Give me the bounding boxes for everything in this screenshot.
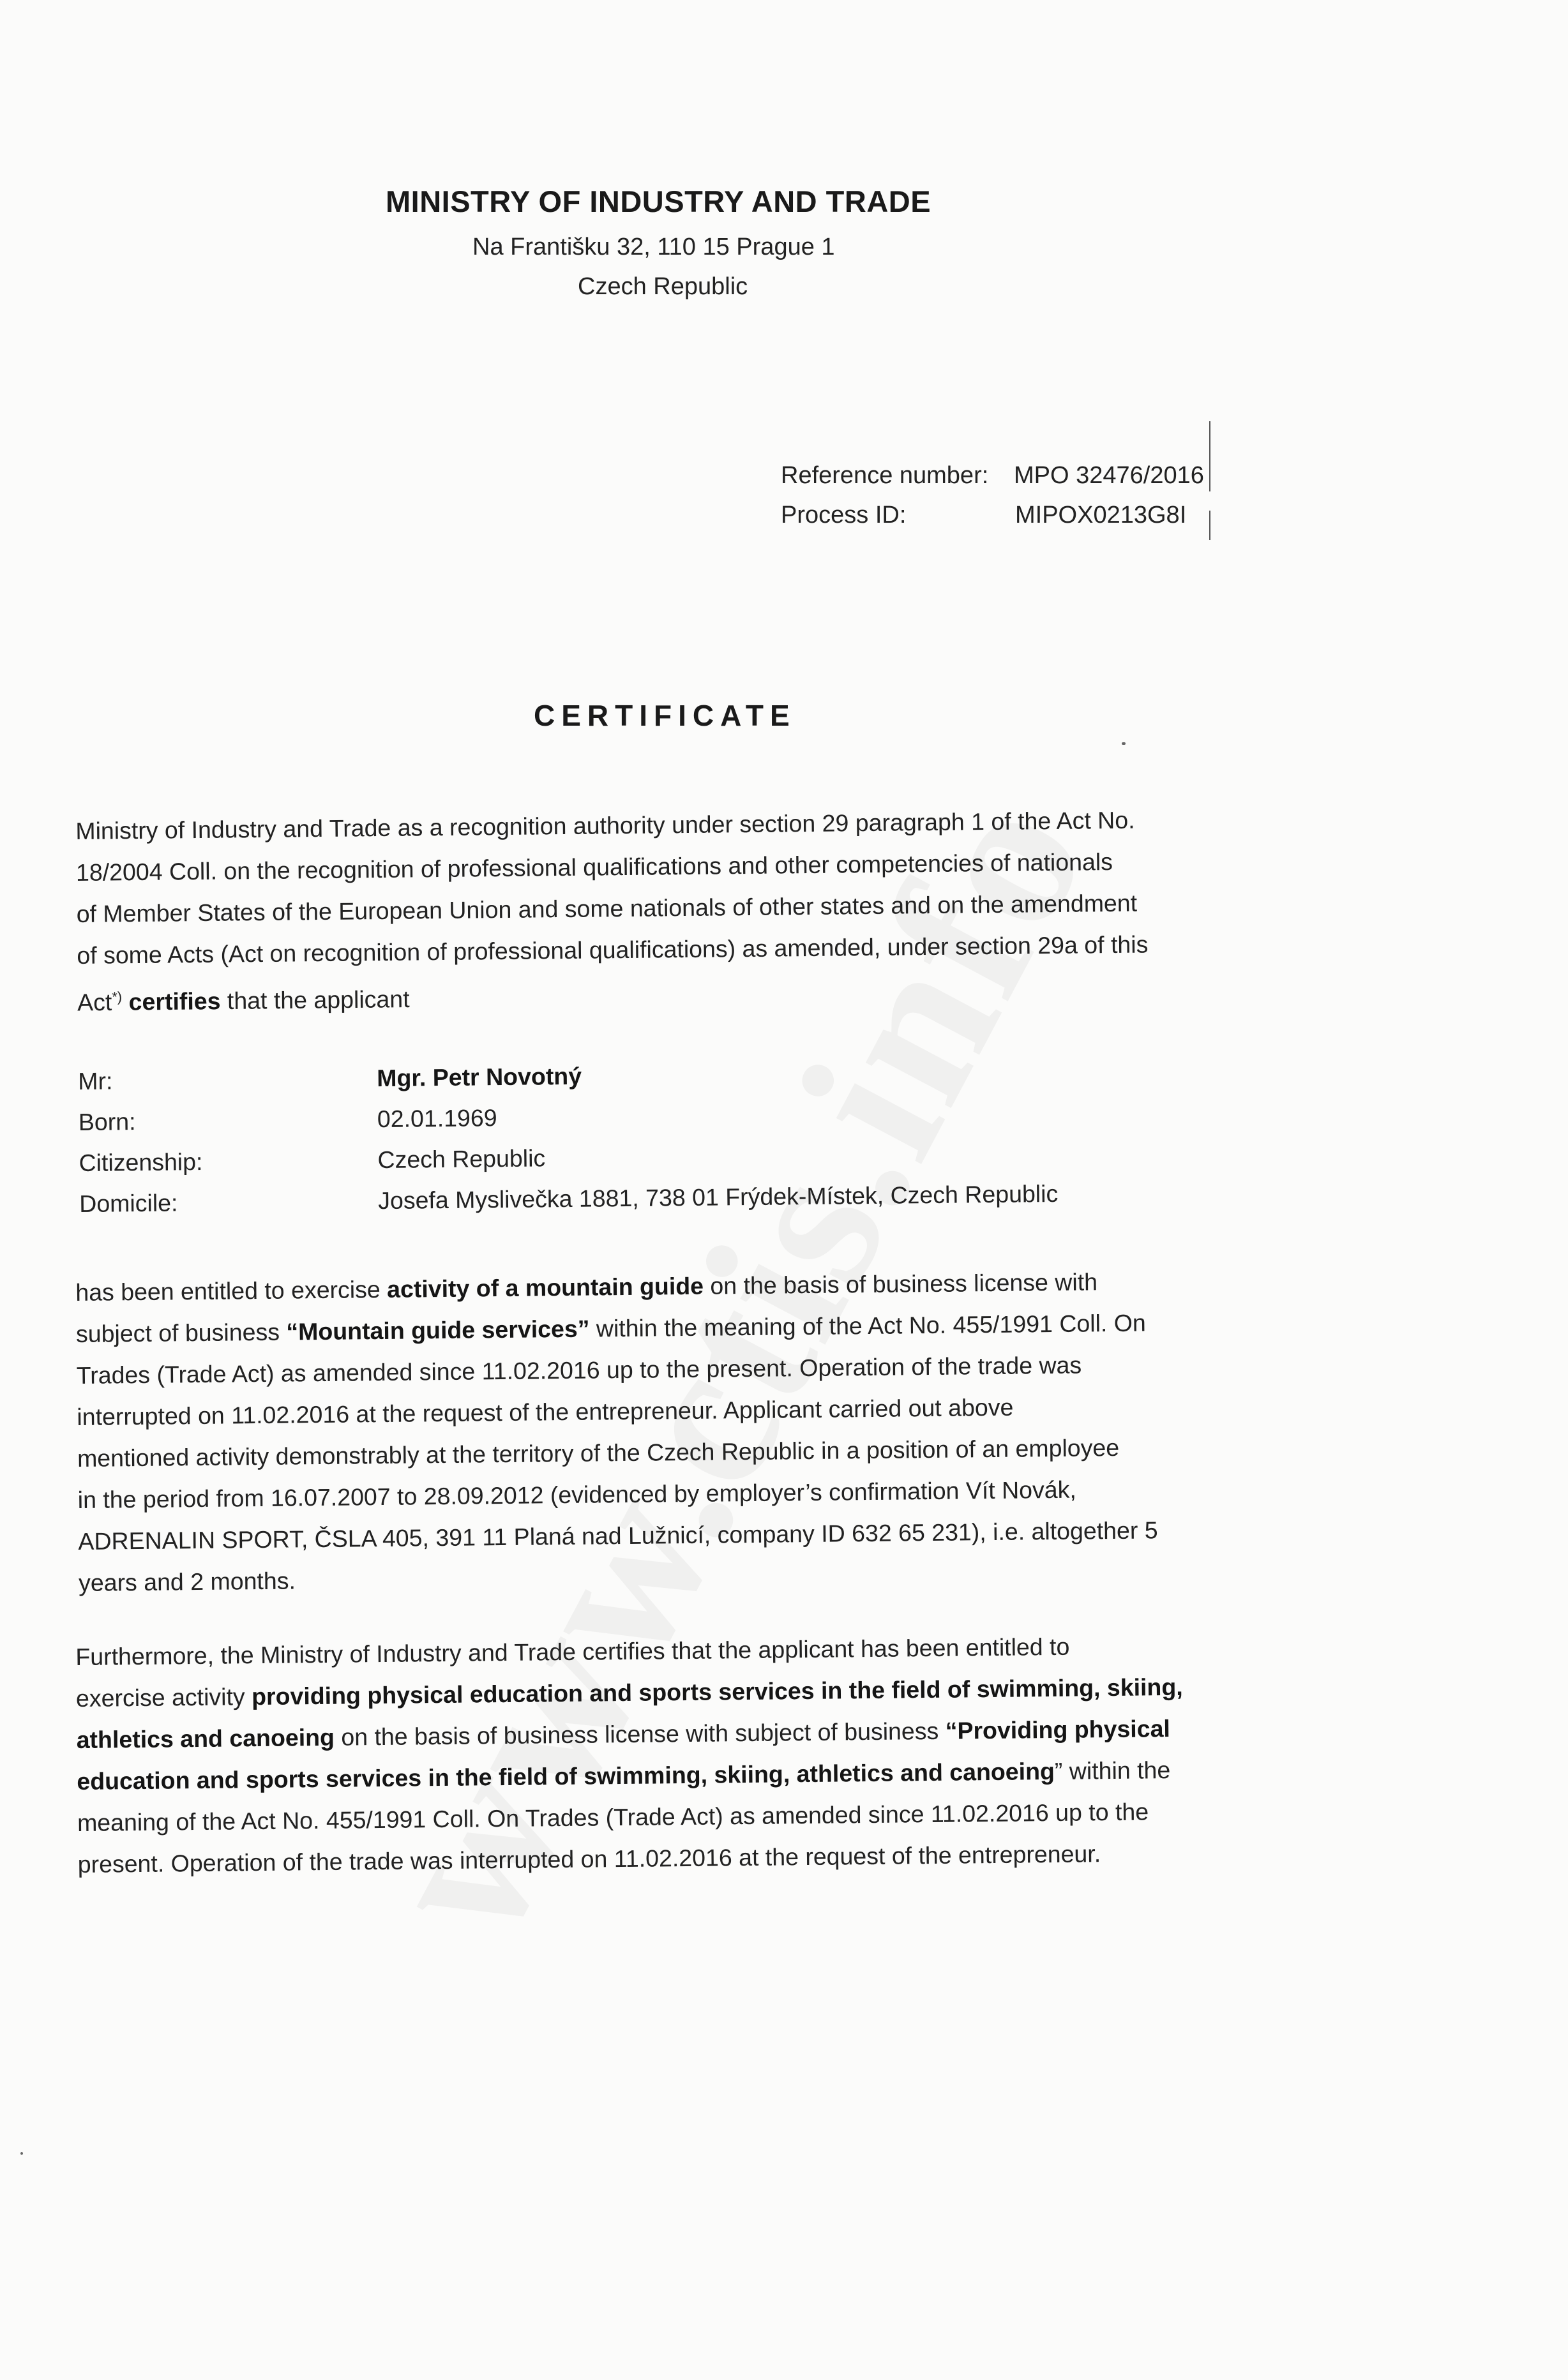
text-run: has been entitled to exercise: [75, 1276, 381, 1306]
applicant-name: Mgr. Petr Novotný: [376, 1062, 582, 1092]
domicile-label: Domicile:: [79, 1189, 178, 1217]
mountain-guide-paragraph: [75, 1259, 1292, 1604]
scan-mark: [1209, 511, 1210, 540]
activity-name: providing physical education and sports services in the field of swimming, skiing,: [251, 1673, 1183, 1710]
paragraph-line: ADRENALIN SPORT, ČSLA 405, 391 11 Planá nad Lužnicí, company ID 632 65 231), i.e. altogether 5: [78, 1516, 1158, 1555]
ministry-title: MINISTRY OF INDUSTRY AND TRADE: [386, 184, 931, 218]
born-label: Born:: [78, 1108, 136, 1135]
activity-name: athletics and canoeing: [76, 1723, 335, 1753]
text-run: on the basis of business license with subject of business: [341, 1717, 939, 1751]
text-run: on the basis of business license with: [710, 1268, 1098, 1299]
paragraph-line: meaning of the Act No. 455/1991 Coll. On Trades (Trade Act) as amended since 11.02.2016 up to the: [77, 1798, 1149, 1836]
applicant-domicile: Josefa Myslivečka 1881, 738 01 Frýdek-Místek, Czech Republic: [377, 1179, 1059, 1215]
paragraph-line: Trades (Trade Act) as amended since 11.02.2016 up to the present. Operation of the trade was: [76, 1351, 1082, 1389]
intro-paragraph: [75, 798, 1290, 1023]
paragraph-line: in the period from 16.07.2007 to 28.09.2012 (evidenced by employer’s confirmation Vít Novák,: [77, 1476, 1076, 1513]
footnote-marker: *): [112, 989, 123, 1005]
intro-line: of Member States of the European Union and some nationals of other states and on the amendment: [76, 889, 1138, 927]
scan-speck: [1122, 742, 1126, 745]
paragraph-line: interrupted on 11.02.2016 at the request of the entrepreneur. Applicant carried out above: [77, 1393, 1014, 1430]
business-subject: “Mountain guide services”: [286, 1315, 590, 1345]
certifies-word: certifies: [128, 987, 221, 1015]
business-subject: “Providing physical: [945, 1715, 1171, 1744]
intro-line: of some Acts (Act on recognition of professional qualifications) as amended, under section 29a of this: [77, 931, 1149, 969]
scan-mark: [1209, 421, 1210, 491]
paragraph-line: years and 2 months.: [78, 1567, 296, 1596]
applicant-details: [78, 1056, 1229, 1231]
process-id-value: MIPOX0213G8I: [1015, 502, 1187, 528]
process-id-label: Process ID:: [781, 502, 907, 528]
intro-line: Ministry of Industry and Trade as a recognition authority under section 29 paragraph 1 of the Act No.: [75, 806, 1135, 844]
applicant-citizenship: Czech Republic: [377, 1144, 546, 1174]
paragraph-line: Furthermore, the Ministry of Industry and Trade certifies that the applicant has been entitled to: [75, 1633, 1070, 1670]
sports-services-paragraph: [75, 1624, 1291, 1885]
reference-number-label: Reference number:: [781, 462, 989, 489]
text-run: within the meaning of the Act No. 455/1991 Coll. On: [596, 1309, 1146, 1342]
applicant-born: 02.01.1969: [377, 1104, 497, 1133]
name-label: Mr:: [78, 1067, 113, 1095]
text-run: exercise activity: [75, 1683, 245, 1712]
certificate-title: CERTIFICATE: [534, 699, 796, 732]
paragraph-line: present. Operation of the trade was interrupted on 11.02.2016 at the request of the entrepreneur.: [77, 1840, 1101, 1878]
intro-line: 18/2004 Coll. on the recognition of professional qualifications and other competencies of nationals: [75, 848, 1113, 886]
scan-speck: [20, 2152, 23, 2155]
activity-name: activity of a mountain guide: [386, 1272, 704, 1303]
text-run: subject of business: [75, 1318, 280, 1347]
intro-line-end: that the applicant: [227, 985, 410, 1015]
text-run: ” within the: [1054, 1756, 1171, 1785]
business-subject: education and sports services in the field of swimming, skiing, athletics and canoeing: [77, 1757, 1055, 1795]
reference-number-value: MPO 32476/2016: [1014, 462, 1204, 489]
citizenship-label: Citizenship:: [79, 1148, 203, 1176]
paragraph-line: mentioned activity demonstrably at the territory of the Czech Republic in a position of an employee: [77, 1433, 1120, 1472]
ministry-address: Na Františku 32, 110 15 Prague 1: [472, 234, 835, 260]
ministry-country: Czech Republic: [578, 273, 748, 300]
act-reference: Act: [77, 988, 112, 1016]
